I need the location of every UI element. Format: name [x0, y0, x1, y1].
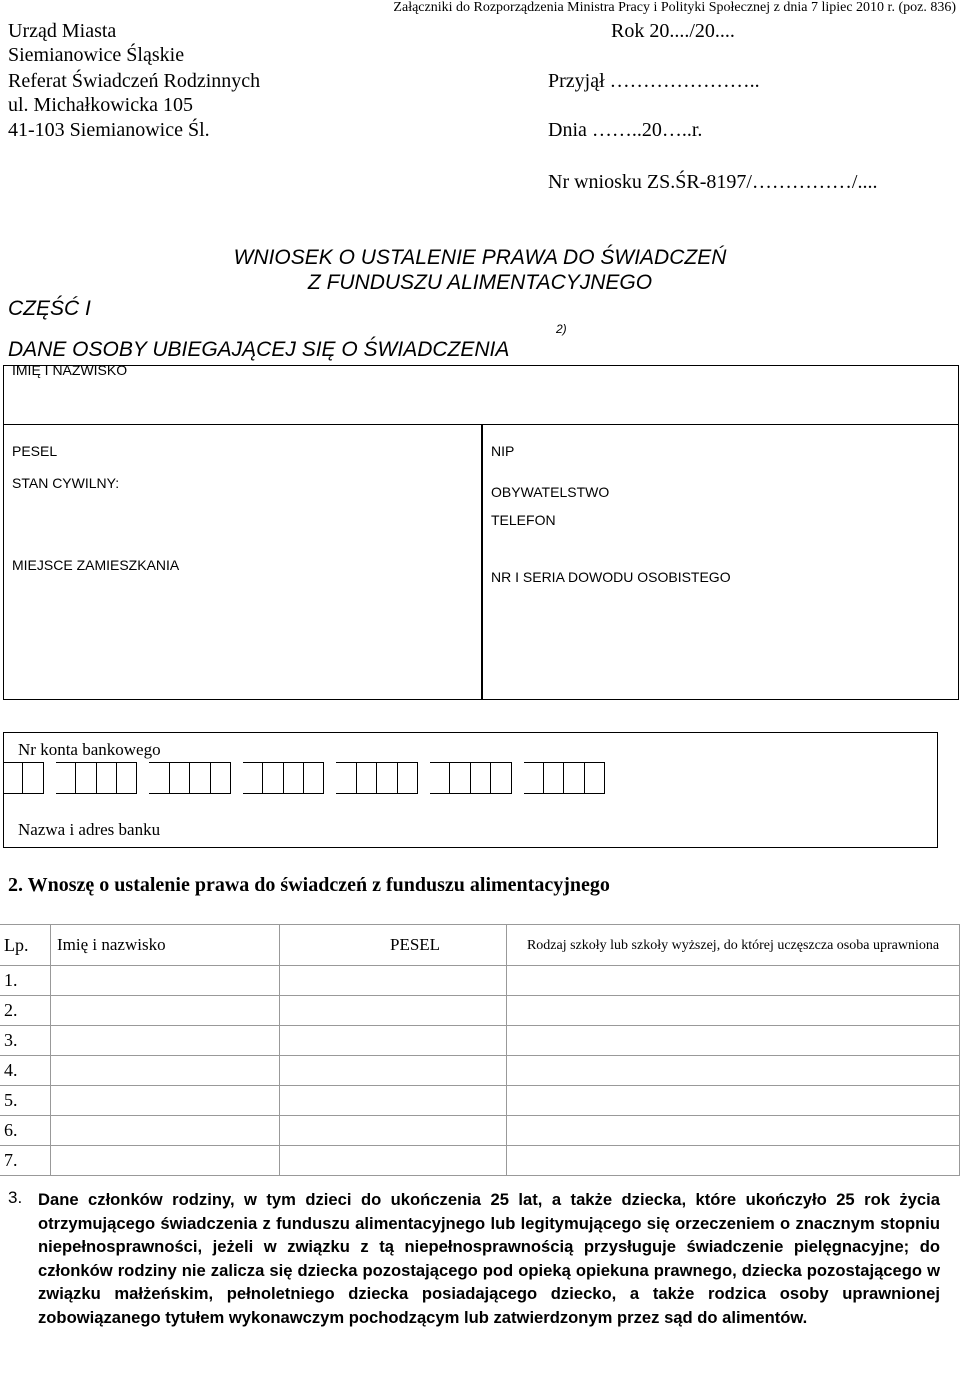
col-school: Rodzaj szkoły lub szkoły wyższej, do której uczęszcza osoba uprawniona	[507, 925, 960, 966]
received-field: Przyjął …………………..	[548, 70, 760, 92]
date-field: Dnia ……..20…..r.	[548, 119, 703, 141]
regulation-note: Załączniki do Rozporządzenia Ministra Pracy i Polityki Społecznej z dnia 7 lipiec 2010 r. (poz. 836)	[393, 0, 956, 15]
col-lp: Lp.	[0, 925, 51, 966]
account-number-cells[interactable]	[3, 762, 605, 794]
form-title-line1: WNIOSEK O USTALENIE PRAWA DO ŚWIADCZEŃ	[233, 246, 727, 269]
residence-label: MIEJSCE ZAMIESZKANIA	[12, 557, 180, 573]
table-row: 1.	[0, 966, 960, 996]
account-label: Nr konta bankowego	[18, 740, 161, 759]
office-line-3: Referat Świadczeń Rodzinnych	[8, 70, 261, 92]
table-row: 2.	[0, 996, 960, 1026]
footnote-marker: 2)	[556, 322, 567, 336]
table-row: 5.	[0, 1086, 960, 1116]
year-field: Rok 20..../20....	[611, 20, 735, 42]
table-row: 7.	[0, 1146, 960, 1176]
form-title-line2: Z FUNDUSZU ALIMENTACYJNEGO	[307, 271, 653, 294]
nip-label: NIP	[491, 443, 515, 459]
part-label: CZĘŚĆ I	[8, 297, 91, 320]
applicant-right-box[interactable]	[481, 424, 959, 700]
id-card-label: NR I SERIA DOWODU OSOBISTEGO	[491, 569, 731, 585]
office-line-4: ul. Michałkowicka 105	[8, 94, 193, 116]
name-label: IMIĘ I NAZWISKO	[12, 362, 128, 378]
section3-text: Dane członków rodziny, w tym dzieci do ukończenia 25 lat, a także dziecka, które ukończyło 25 rok życia otrzymującego świadczenia z funduszu alimentacyjnego lub legitymującego się orzeczeniem o znacznym stopniu niepełnosprawności, jeżeli w związku z tą niepełnosprawnością przysługuje świadczenie pielęgnacyjne; do członków rodziny nie zalicza się dziecka pozostającego pod opieką opiekuna prawnego, dziecka pozostającego w związku małżeńskim, pełnoletniego dziecka posiadającego dziecko, a także rodzica osoby uprawnionej zobowiązanego tytułem wykonawczym pochodzącym lub zatwierdzonym przez sąd do alimentów.	[38, 1190, 940, 1327]
application-number: Nr wniosku ZS.ŚR-8197/……………/....	[548, 171, 878, 193]
col-pesel: PESEL	[280, 925, 507, 966]
citizenship-label: OBYWATELSTWO	[491, 484, 610, 500]
table-row: 3.	[0, 1026, 960, 1056]
phone-label: TELEFON	[491, 512, 556, 528]
office-line-2: Siemianowice Śląskie	[8, 44, 185, 66]
office-line-5: 41-103 Siemianowice Śl.	[8, 119, 210, 141]
children-table	[0, 924, 960, 1176]
table-row: 4.	[0, 1056, 960, 1086]
applicant-heading: DANE OSOBY UBIEGAJĄCEJ SIĘ O ŚWIADCZENIA	[8, 338, 510, 361]
pesel-label: PESEL	[12, 443, 58, 459]
section2-heading: 2. Wnoszę o ustalenie prawa do świadczeń z funduszu alimentacyjnego	[8, 874, 610, 896]
office-line-1: Urząd Miasta	[8, 20, 117, 42]
section3-number: 3.	[8, 1188, 23, 1207]
table-row: 6.	[0, 1116, 960, 1146]
name-box[interactable]	[3, 365, 959, 425]
bank-name-label: Nazwa i adres banku	[18, 820, 161, 839]
civil-status-label: STAN CYWILNY:	[12, 475, 120, 491]
col-name: Imię i nazwisko	[51, 925, 280, 966]
